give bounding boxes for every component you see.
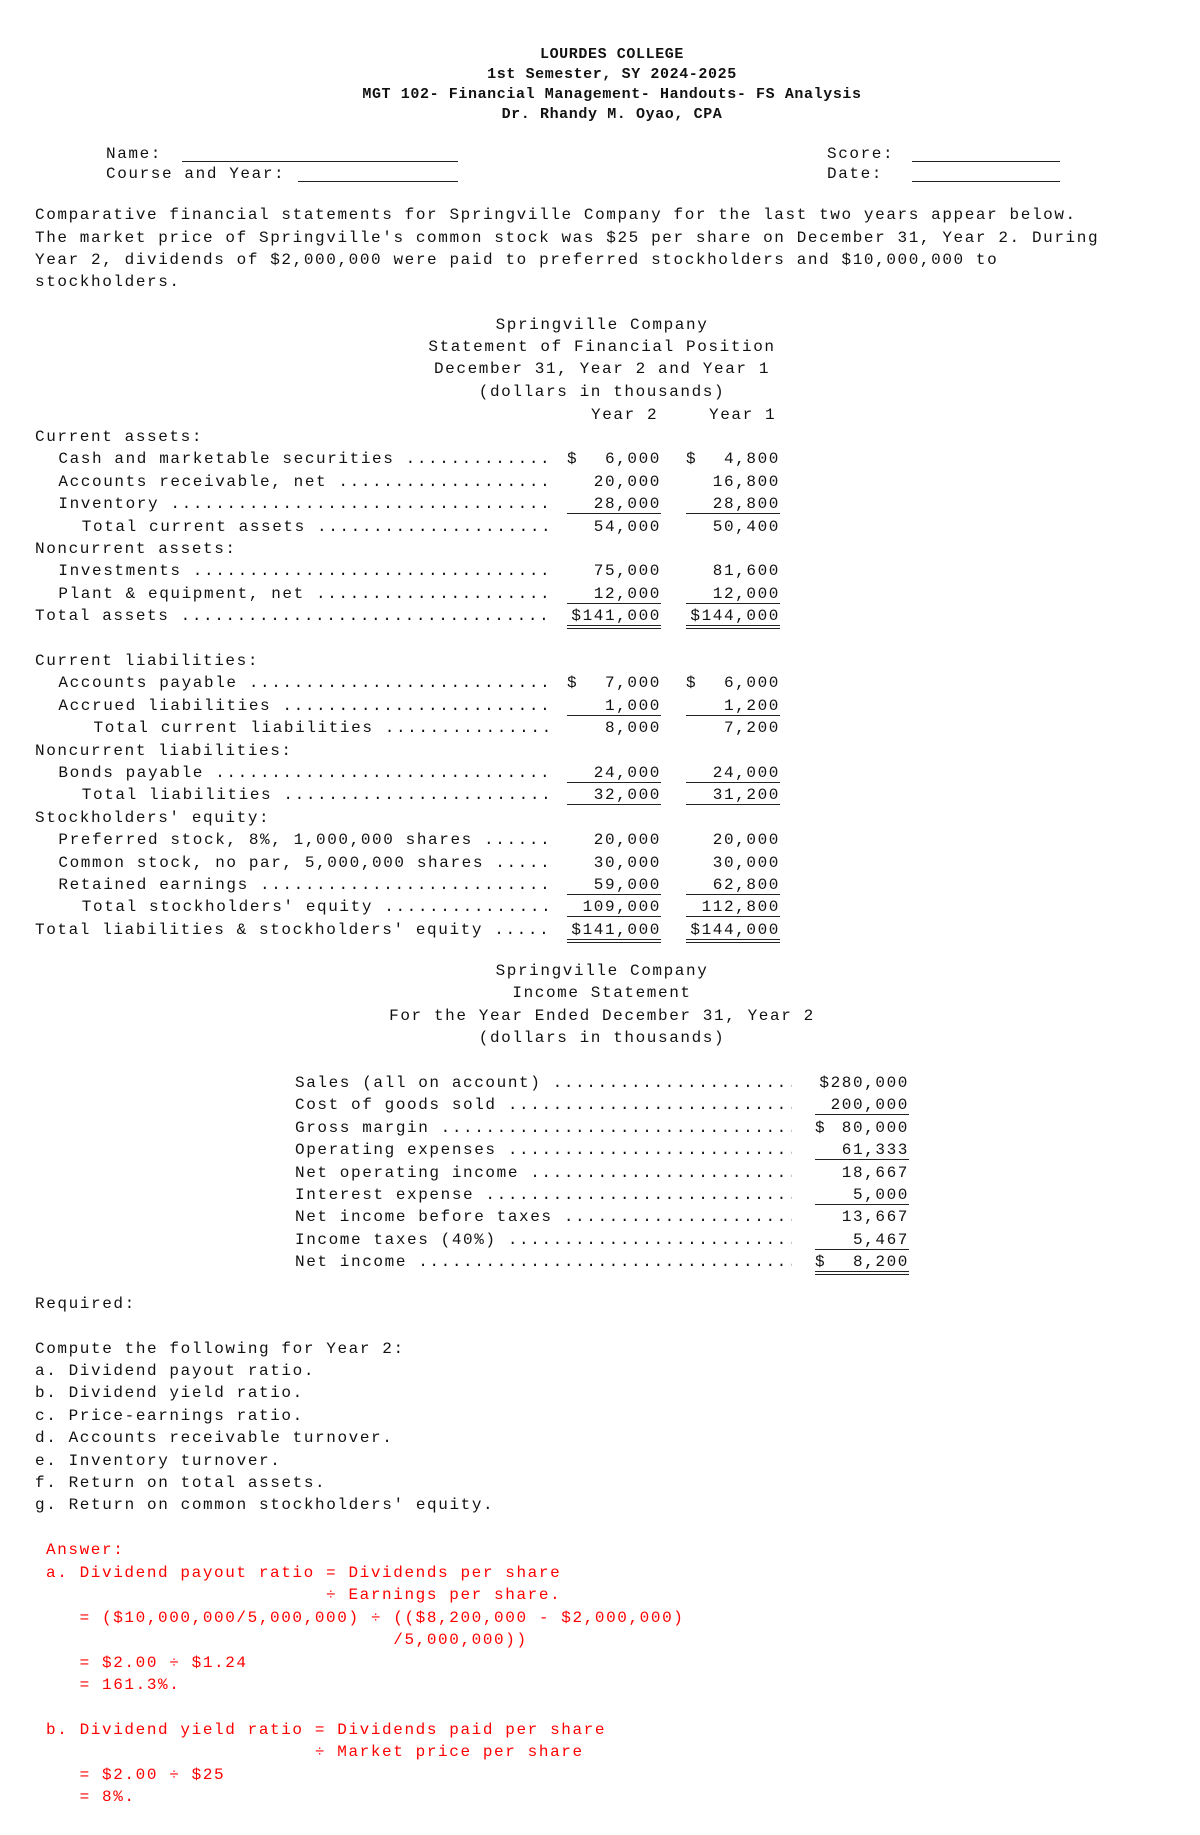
bs-row-label: Current assets: [35,428,204,446]
year1-amount [686,784,780,805]
bs-row-label: Preferred stock, 8%, 1,000,000 shares ..... [58,829,553,851]
dollar-sign: $ [686,450,698,469]
bs-row [35,672,835,694]
amount-value: 28,800 [712,495,780,514]
bs-row [35,426,835,448]
amount-value: 62,800 [712,876,780,894]
bs-row [35,807,835,829]
year2-amount [567,829,661,849]
date-field[interactable] [912,163,1060,182]
amount-value: 8,000 [604,719,661,738]
instructor: Dr. Rhandy M. Oyao, CPA [501,106,723,123]
amount-value: 13,667 [841,1208,909,1227]
year1-amount [686,493,780,514]
intro-line: Year 2, dividends of $2,000,000 were paid to preferred stockholders and $10,000,000 to [35,251,999,269]
year2-amount [567,874,661,895]
year2-amount [567,448,661,468]
year1-amount [686,448,780,468]
amount-value: 20,000 [593,472,661,491]
amount-value: 24,000 [593,764,661,782]
bs-row-label: Total assets ..... [35,605,553,627]
amount-value: 75,000 [593,562,661,581]
year1-amount [686,471,780,491]
bs-row [35,784,835,806]
bs-row [35,695,835,717]
amount-value: 18,667 [841,1163,909,1182]
bs-row-label: Accounts payable ..... [58,672,553,694]
year1-amount [686,874,780,895]
bs-row [35,471,835,493]
bs-row [35,919,835,941]
is-row [295,1251,935,1273]
amount-value: 32,000 [593,786,661,805]
is-row [295,1072,935,1094]
amount-value: $141,000 [571,607,661,626]
amount-value: 24,000 [712,764,780,782]
amount-value: 1,200 [723,696,780,715]
amount-value: $280,000 [819,1074,909,1092]
bs-company: Springville Company [495,316,709,334]
bs-row [35,628,835,650]
amount-value: 20,000 [712,831,780,850]
year1-amount [686,762,780,783]
answer-line: = $2.00 ÷ $1.24 [46,1653,248,1672]
required-label: Required: [35,1295,136,1313]
bs-row-label: Noncurrent liabilities: [35,741,293,760]
required-item: d. Accounts receivable turnover. [35,1429,394,1448]
col-year1-header: Year 1 [709,406,777,424]
col-year2-header: Year 2 [591,406,659,424]
amount-value: 8,200 [852,1253,909,1272]
bs-row [35,874,835,896]
year2-amount [567,672,661,692]
bs-row-label: Retained earnings ..... [58,874,553,896]
is-row-label: Net operating income ..... [295,1162,792,1184]
required-item: c. Price-earnings ratio. [35,1406,304,1425]
bs-row-label: Accrued liabilities ..... [58,695,553,717]
bs-row [35,717,835,739]
year2-amount [567,896,661,917]
is-amount [815,1139,909,1160]
is-row-label: Operating expenses ..... [295,1139,792,1161]
year1-amount [686,829,780,849]
bs-row-label: Noncurrent assets: [35,540,237,558]
year1-amount [686,583,780,604]
year1-amount [686,672,780,692]
is-row-label: Net income ..... [295,1251,792,1273]
semester: 1st Semester, SY 2024-2025 [487,66,737,83]
is-row-label: Gross margin ..... [295,1117,792,1139]
is-row [295,1206,935,1228]
is-period: For the Year Ended December 31, Year 2 [389,1007,815,1025]
bs-date: December 31, Year 2 and Year 1 [433,360,771,378]
bs-row-label: Stockholders' equity: [35,808,271,827]
is-amount [815,1094,909,1115]
amount-value: 54,000 [593,517,661,536]
bs-row [35,583,835,605]
is-amount [815,1206,909,1226]
is-row [295,1184,935,1206]
amount-value: 80,000 [841,1118,909,1137]
answer-line: = 8%. [46,1788,136,1806]
amount-value: $141,000 [571,920,661,939]
bs-row [35,896,835,918]
dollar-sign: $ [686,674,698,693]
is-row-label: Net income before taxes ..... [295,1206,792,1228]
bs-row-label: Cash and marketable securities ..... [58,448,553,470]
amount-value: 4,800 [723,450,780,469]
amount-value: 12,000 [593,584,661,603]
bs-row-label: Bonds payable ..... [58,762,553,784]
year2-amount [567,560,661,580]
bs-row [35,560,835,582]
bs-row-label: Plant & equipment, net ..... [58,583,553,605]
year2-amount [567,516,661,536]
answer-label: Answer: [46,1541,125,1559]
year2-amount [567,919,661,943]
bs-row-label: Total stockholders' equity ..... [82,896,553,918]
course-title: MGT 102- Financial Management- Handouts- FS Analysis [362,86,862,103]
year1-amount [686,695,780,716]
amount-value: 16,800 [712,472,780,491]
is-amount [815,1251,909,1275]
bs-row-label: Current liabilities: [35,652,260,670]
score-label: Score: [827,145,895,163]
required-intro: Compute the following for Year 2: [35,1340,405,1358]
amount-value: 12,000 [712,584,780,603]
year2-amount [567,762,661,783]
bs-row [35,605,835,627]
intro-line: Comparative financial statements for Springville Company for the last two years appear below. [35,206,1077,224]
amount-value: 7,200 [723,719,780,738]
bs-row [35,852,835,874]
is-row-label: Sales (all on account) ..... [295,1072,792,1094]
is-company: Springville Company [495,962,709,980]
bs-row-label: Inventory ..... [58,493,553,515]
required-item: g. Return on common stockholders' equity. [35,1496,495,1515]
bs-row [35,829,835,851]
bs-row-label [35,628,735,650]
amount-value: 5,000 [852,1186,909,1204]
year2-amount [567,784,661,805]
school-name: LOURDES COLLEGE [539,46,685,63]
intro-line: stockholders. [35,273,181,291]
is-row-label: Income taxes (40%) ..... [295,1229,792,1251]
is-amount [815,1229,909,1250]
bs-units: (dollars in thousands) [478,383,726,401]
bs-row [35,740,835,762]
is-row [295,1229,935,1251]
amount-value: 30,000 [593,853,661,872]
amount-value: 200,000 [830,1096,909,1115]
year1-amount [686,717,780,737]
is-amount [815,1162,909,1182]
bs-row-label: Total current assets ..... [82,516,553,538]
is-units: (dollars in thousands) [478,1029,726,1047]
bs-row-label: Common stock, no par, 5,000,000 shares ..... [58,852,553,874]
amount-value: 112,800 [701,898,780,917]
amount-value: $144,000 [690,920,780,939]
amount-value: 30,000 [712,853,780,872]
bs-row [35,516,835,538]
bs-row-label: Total current liabilities ..... [94,717,554,739]
bs-row [35,493,835,515]
course-year-label: Course and Year: [106,165,286,183]
amount-value: 20,000 [593,831,661,850]
bs-row [35,650,835,672]
year2-amount [567,605,661,629]
dollar-sign: $ [567,674,579,693]
year2-amount [567,493,661,514]
amount-value: 6,000 [723,674,780,693]
amount-value: $144,000 [690,607,780,626]
bs-title: Statement of Financial Position [428,338,776,356]
required-item: b. Dividend yield ratio. [35,1384,304,1403]
year2-amount [567,471,661,491]
bs-row [35,762,835,784]
answer-line: b. Dividend yield ratio = Dividends paid per share [46,1720,607,1739]
year1-amount [686,852,780,872]
answer-line: = 161.3%. [46,1676,181,1694]
intro-line: The market price of Springville's common stock was $25 per share on December 31, Year 2. During [35,229,1100,247]
is-amount [815,1072,909,1092]
name-field[interactable] [182,143,458,162]
bs-row-label: Total liabilities ..... [82,784,553,806]
bs-row-label: Investments ..... [58,560,553,582]
course-year-field[interactable] [298,163,458,182]
is-row-label: Interest expense ..... [295,1184,792,1206]
answer-line: /5,000,000)) [46,1631,528,1650]
required-item: e. Inventory turnover. [35,1451,282,1470]
bs-row [35,538,835,560]
year2-amount [567,717,661,737]
name-label: Name: [106,145,163,163]
answer-line: ÷ Earnings per share. [46,1586,562,1605]
bs-row [35,448,835,470]
dollar-sign: $ [815,1253,827,1272]
is-row-label: Cost of goods sold ..... [295,1094,792,1116]
year2-amount [567,583,661,604]
amount-value: 31,200 [712,786,780,805]
bs-row-label: Accounts receivable, net ..... [58,471,553,493]
amount-value: 109,000 [582,898,661,917]
amount-value: 50,400 [712,517,780,536]
is-row [295,1139,935,1161]
required-item: f. Return on total assets. [35,1474,327,1492]
answer-line: a. Dividend payout ratio = Dividends per share [46,1564,562,1582]
answer-line: ÷ Market price per share [46,1743,584,1762]
year1-amount [686,516,780,536]
dollar-sign: $ [815,1118,827,1137]
is-row [295,1162,935,1184]
year1-amount [686,560,780,580]
dollar-sign: $ [567,450,579,469]
year2-amount [567,695,661,716]
date-label: Date: [827,165,884,183]
amount-value: 28,000 [593,495,661,514]
year1-amount [686,896,780,917]
score-field[interactable] [912,143,1060,162]
is-amount [815,1117,909,1137]
amount-value: 81,600 [712,562,780,581]
answer-line: = $2.00 ÷ $25 [46,1765,226,1784]
is-amount [815,1184,909,1205]
amount-value: 6,000 [604,450,661,469]
is-row [295,1094,935,1116]
is-row [295,1117,935,1139]
amount-value: 61,333 [841,1141,909,1160]
is-title: Income Statement [512,984,692,1002]
year2-amount [567,852,661,872]
answer-line: = ($10,000,000/5,000,000) ÷ (($8,200,000 - $2,000,000) [46,1608,685,1627]
amount-value: 1,000 [604,696,661,715]
year1-amount [686,919,780,943]
year1-amount [686,605,780,629]
amount-value: 7,000 [604,674,661,693]
required-item: a. Dividend payout ratio. [35,1362,316,1380]
amount-value: 59,000 [593,876,661,894]
bs-row-label: Total liabilities & stockholders' equity ..... [35,919,553,941]
amount-value: 5,467 [852,1230,909,1249]
